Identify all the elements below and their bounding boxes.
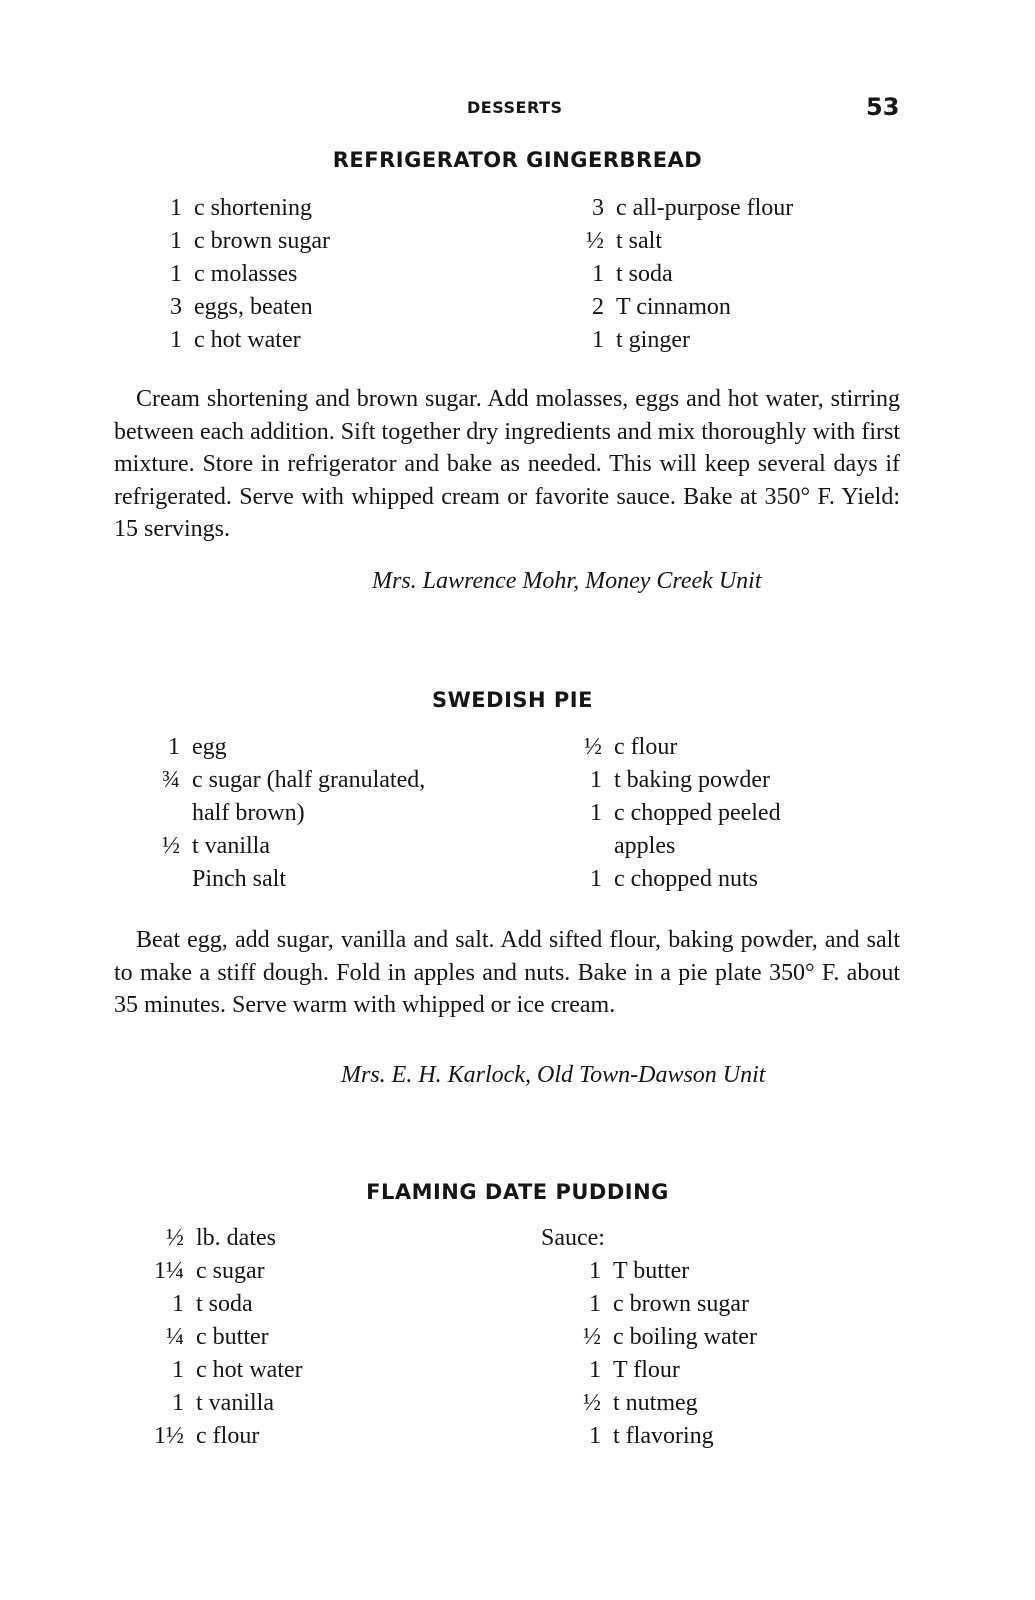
ingredient-name: t nutmeg	[613, 1390, 698, 1416]
ingredient-line	[571, 1255, 757, 1288]
ingredient-quantity: ¾	[162, 767, 180, 793]
ingredient-name: T cinnamon	[616, 294, 731, 320]
ingredient-line	[571, 1288, 757, 1321]
ingredient-name: egg	[192, 734, 227, 760]
credit-line: Mrs. E. H. Karlock, Old Town-Dawson Unit	[341, 1062, 766, 1088]
ingredient-line	[142, 1255, 303, 1288]
ingredient-quantity: 1	[590, 866, 602, 892]
ingredient-quantity: 1¼	[154, 1258, 184, 1284]
ingredient-line	[142, 1321, 303, 1354]
ingredient-line	[160, 225, 330, 258]
ingredient-line	[160, 291, 330, 324]
ingredient-name: c brown sugar	[613, 1291, 749, 1317]
ingredient-quantity: 2	[592, 294, 604, 320]
ingredient-list-right	[582, 192, 793, 357]
ingredient-line	[150, 830, 425, 863]
sauce-block	[541, 1222, 757, 1453]
ingredient-quantity: 3	[592, 195, 604, 221]
ingredient-line	[150, 764, 425, 797]
ingredient-name: c flour	[196, 1423, 260, 1449]
ingredient-quantity: 1	[590, 800, 602, 826]
ingredient-line	[142, 1288, 303, 1321]
section-name: DESSERTS	[467, 98, 563, 117]
ingredient-quantity: 1	[172, 1390, 184, 1416]
ingredient-line	[582, 258, 793, 291]
ingredient-line	[572, 830, 781, 863]
ingredient-line	[571, 1321, 757, 1354]
ingredient-quantity: 1	[589, 1357, 601, 1383]
ingredient-line	[572, 797, 781, 830]
ingredient-name: c chopped nuts	[614, 866, 758, 892]
ingredient-name: t salt	[616, 228, 662, 254]
ingredient-line	[142, 1387, 303, 1420]
ingredient-line	[582, 291, 793, 324]
ingredient-quantity	[572, 830, 602, 863]
ingredient-quantity: 1	[172, 1357, 184, 1383]
ingredient-quantity: 1	[172, 1291, 184, 1317]
ingredient-quantity: 1	[170, 228, 182, 254]
ingredient-line	[150, 731, 425, 764]
ingredient-line	[582, 192, 793, 225]
ingredient-quantity: ½	[584, 734, 602, 760]
ingredient-line	[572, 731, 781, 764]
ingredient-name: c shortening	[194, 195, 312, 221]
ingredient-quantity: ½	[583, 1324, 601, 1350]
ingredient-quantity: ¼	[166, 1324, 184, 1350]
method-paragraph: Cream shortening and brown sugar. Add molasses, eggs and hot water, stirring between each addition. Sift together dry ingredients and mix thoroughly with first mixture. Store in refrigerator and bake as needed. This will keep several days if refrigerated. Serve with whipped cream or favorite sauce. Bake at 350° F. Yield: 15 servings.	[114, 386, 900, 542]
ingredient-name: t vanilla	[196, 1390, 274, 1416]
ingredient-list-left	[160, 192, 330, 357]
running-head	[0, 93, 1035, 128]
sauce-label: Sauce:	[541, 1225, 605, 1251]
ingredient-name: t vanilla	[192, 833, 270, 859]
ingredient-line	[142, 1420, 303, 1453]
recipe-title: REFRIGERATOR GINGERBREAD	[332, 148, 703, 172]
ingredient-quantity: 1	[170, 195, 182, 221]
ingredient-name: c hot water	[194, 327, 301, 353]
ingredient-quantity: 3	[170, 294, 182, 320]
ingredient-line	[582, 324, 793, 357]
ingredient-line	[160, 192, 330, 225]
sauce-ingredient-list	[541, 1255, 757, 1453]
ingredient-line	[150, 863, 425, 896]
ingredient-line	[571, 1420, 757, 1453]
ingredient-name: c sugar (half granulated,	[192, 767, 426, 793]
ingredient-line	[572, 764, 781, 797]
ingredient-name: c molasses	[194, 261, 298, 287]
ingredient-quantity: 1	[589, 1291, 601, 1317]
ingredient-name: c boiling water	[613, 1324, 757, 1350]
ingredient-quantity	[150, 797, 180, 830]
ingredient-name: eggs, beaten	[194, 294, 313, 320]
recipe-title: SWEDISH PIE	[432, 688, 593, 712]
ingredient-list-right	[572, 731, 781, 896]
ingredient-line	[150, 797, 425, 830]
ingredient-line	[160, 324, 330, 357]
ingredient-name: c butter	[196, 1324, 269, 1350]
ingredient-quantity: 1	[589, 1258, 601, 1284]
ingredient-quantity: ½	[586, 228, 604, 254]
ingredient-quantity: 1	[592, 261, 604, 287]
ingredient-name: half brown)	[192, 800, 305, 826]
ingredient-line	[572, 863, 781, 896]
ingredient-name: lb. dates	[196, 1225, 276, 1251]
ingredient-line	[160, 258, 330, 291]
ingredient-name: c sugar	[196, 1258, 265, 1284]
ingredient-name: t baking powder	[614, 767, 770, 793]
ingredient-quantity: ½	[162, 833, 180, 859]
ingredient-name: T flour	[613, 1357, 680, 1383]
recipe-title: FLAMING DATE PUDDING	[366, 1180, 669, 1204]
ingredient-name: c hot water	[196, 1357, 303, 1383]
ingredient-quantity: 1½	[154, 1423, 184, 1449]
ingredient-name: t ginger	[616, 327, 690, 353]
ingredient-quantity	[150, 863, 180, 896]
ingredient-name: T butter	[613, 1258, 690, 1284]
ingredient-name: c chopped peeled	[614, 800, 781, 826]
page-number: 53	[866, 93, 900, 121]
credit-line: Mrs. Lawrence Mohr, Money Creek Unit	[372, 568, 762, 594]
ingredient-quantity: 1	[168, 734, 180, 760]
ingredient-line	[142, 1222, 303, 1255]
ingredient-name: t flavoring	[613, 1423, 714, 1449]
ingredient-quantity: ½	[166, 1225, 184, 1251]
ingredient-quantity: 1	[590, 767, 602, 793]
ingredient-name: c brown sugar	[194, 228, 330, 254]
ingredient-name: c flour	[614, 734, 678, 760]
ingredient-line	[571, 1354, 757, 1387]
method-paragraph: Beat egg, add sugar, vanilla and salt. Add sifted flour, baking powder, and salt to make a stiff dough. Fold in apples and nuts. Bake in a pie plate 350° F. about 35 minutes. Serve warm with whipped or ice cream.	[114, 927, 900, 1018]
ingredient-list-left	[142, 1222, 303, 1453]
ingredient-list-left	[150, 731, 425, 896]
ingredient-line	[142, 1354, 303, 1387]
ingredient-quantity: 1	[592, 327, 604, 353]
ingredient-quantity: 1	[170, 327, 182, 353]
ingredient-quantity: 1	[589, 1423, 601, 1449]
ingredient-name: t soda	[196, 1291, 253, 1317]
ingredient-name: Pinch salt	[192, 866, 286, 892]
ingredient-line	[582, 225, 793, 258]
ingredient-name: t soda	[616, 261, 673, 287]
ingredient-line	[571, 1387, 757, 1420]
ingredient-quantity: ½	[583, 1390, 601, 1416]
ingredient-name: apples	[614, 833, 676, 859]
ingredient-quantity: 1	[170, 261, 182, 287]
ingredient-name: c all-purpose flour	[616, 195, 794, 221]
method-text	[114, 383, 900, 546]
method-text	[114, 924, 900, 1022]
